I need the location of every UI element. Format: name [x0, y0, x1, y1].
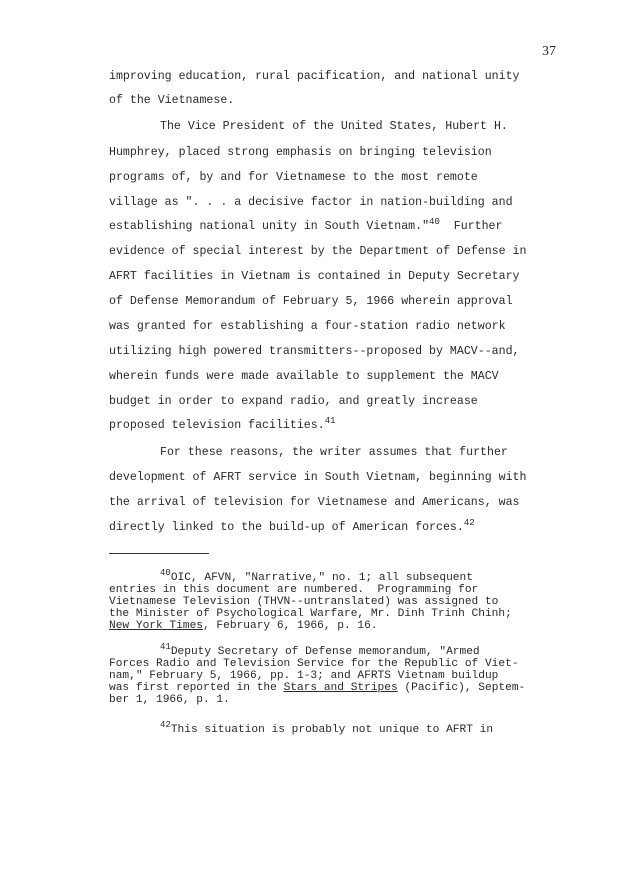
body-line — [109, 196, 513, 210]
body-line-text: Humphrey, placed strong emphasis on bringing television — [109, 146, 492, 159]
body-line-text: of Defense Memorandum of February 5, 1966 wherein approval — [109, 295, 513, 308]
body-line — [109, 70, 520, 84]
body-line-text: establishing national unity in South Vietnam." — [109, 220, 430, 233]
body-line-text: directly linked to the build-up of American forces. — [109, 521, 464, 534]
footnote-line — [109, 584, 478, 596]
page-number: 37 — [542, 44, 556, 59]
body-line — [109, 217, 503, 234]
footnote-reference: 40 — [429, 217, 440, 227]
footnote-text: This situation is probably not unique to AFRT in — [170, 724, 494, 736]
body-line-text: was granted for establishing a four-station radio network — [109, 320, 506, 333]
footnote-text: (Pacific), Septem- — [397, 682, 526, 694]
body-line — [109, 416, 336, 433]
body-line — [109, 94, 234, 108]
body-line-text: village as ". . . a decisive factor in nation-building and — [109, 196, 513, 209]
body-line — [109, 270, 520, 284]
footnote-reference: 42 — [463, 518, 475, 528]
footnote-text: Forces Radio and Television Service for the Republic of Viet- — [109, 658, 519, 670]
footnote-text: , February 6, 1966, p. 16. — [203, 620, 378, 632]
body-line — [109, 295, 513, 309]
footnote-line — [109, 596, 498, 608]
body-line — [109, 171, 478, 185]
body-line — [109, 496, 520, 510]
footnote-text: ber 1, 1966, p. 1. — [109, 694, 230, 706]
body-line — [109, 146, 492, 160]
body-line-text: wherein funds were made available to supplement the MACV — [109, 370, 499, 383]
body-line — [109, 320, 506, 334]
footnote-line — [160, 642, 480, 658]
footnote-text: the Minister of Psychological Warfare, Mr. Dinh Trinh Chinh; — [109, 608, 512, 620]
body-line-text: For these reasons, the writer assumes that further — [160, 446, 508, 459]
footnote-line — [160, 720, 494, 736]
footnote-line — [109, 658, 519, 670]
citation-title: New York Times — [109, 620, 203, 632]
footnote-number: 42 — [160, 720, 171, 730]
footnote-line — [109, 620, 378, 632]
body-line-text: improving education, rural pacification, and national unity — [109, 70, 520, 83]
footnote-separator — [109, 553, 209, 554]
body-line — [109, 245, 526, 259]
footnote-text: was first reported in the — [109, 682, 284, 694]
body-line-text: Further — [439, 220, 503, 233]
footnote-text: Deputy Secretary of Defense memorandum, "Armed — [170, 646, 480, 658]
body-line-text: the arrival of television for Vietnamese and Americans, was — [109, 496, 520, 509]
footnote-line — [109, 608, 512, 620]
footnote-text: entries in this document are numbered. Programming for — [109, 584, 479, 596]
footnote-line — [109, 682, 525, 694]
footnote-line — [109, 694, 230, 706]
footnote-line — [109, 670, 498, 682]
body-line-text: The Vice President of the United States, Hubert H. — [160, 120, 508, 133]
body-line-text: budget in order to expand radio, and greatly increase — [109, 395, 478, 408]
footnote-number: 40 — [160, 568, 171, 578]
body-line-text: programs of, by and for Vietnamese to the most remote — [109, 171, 478, 184]
body-line — [109, 471, 526, 485]
footnote-text: nam," February 5, 1966, pp. 1-3; and AFRTS Vietnam buildup — [109, 670, 499, 682]
body-line — [160, 446, 508, 460]
body-line — [160, 120, 508, 134]
body-line — [109, 370, 499, 384]
body-line-text: proposed television facilities. — [109, 419, 325, 432]
citation-title: Stars and Stripes — [283, 682, 398, 694]
body-line-text: development of AFRT service in South Vietnam, beginning with — [109, 471, 527, 484]
body-line-text: of the Vietnamese. — [109, 94, 235, 107]
footnote-reference: 41 — [324, 416, 336, 426]
body-line — [109, 395, 478, 409]
body-line-text: AFRT facilities in Vietnam is contained in Deputy Secretary — [109, 270, 520, 283]
footnote-text: OIC, AFVN, "Narrative," no. 1; all subsequent — [170, 572, 473, 584]
body-line-text: utilizing high powered transmitters--proposed by MACV--and, — [109, 345, 520, 358]
footnote-number: 41 — [160, 642, 171, 652]
footnote-line — [160, 568, 473, 584]
body-line — [109, 518, 475, 535]
body-line — [109, 345, 520, 359]
body-line-text: evidence of special interest by the Department of Defense in — [109, 245, 527, 258]
footnote-text: Vietnamese Television (THVN--untranslated) was assigned to — [109, 596, 499, 608]
